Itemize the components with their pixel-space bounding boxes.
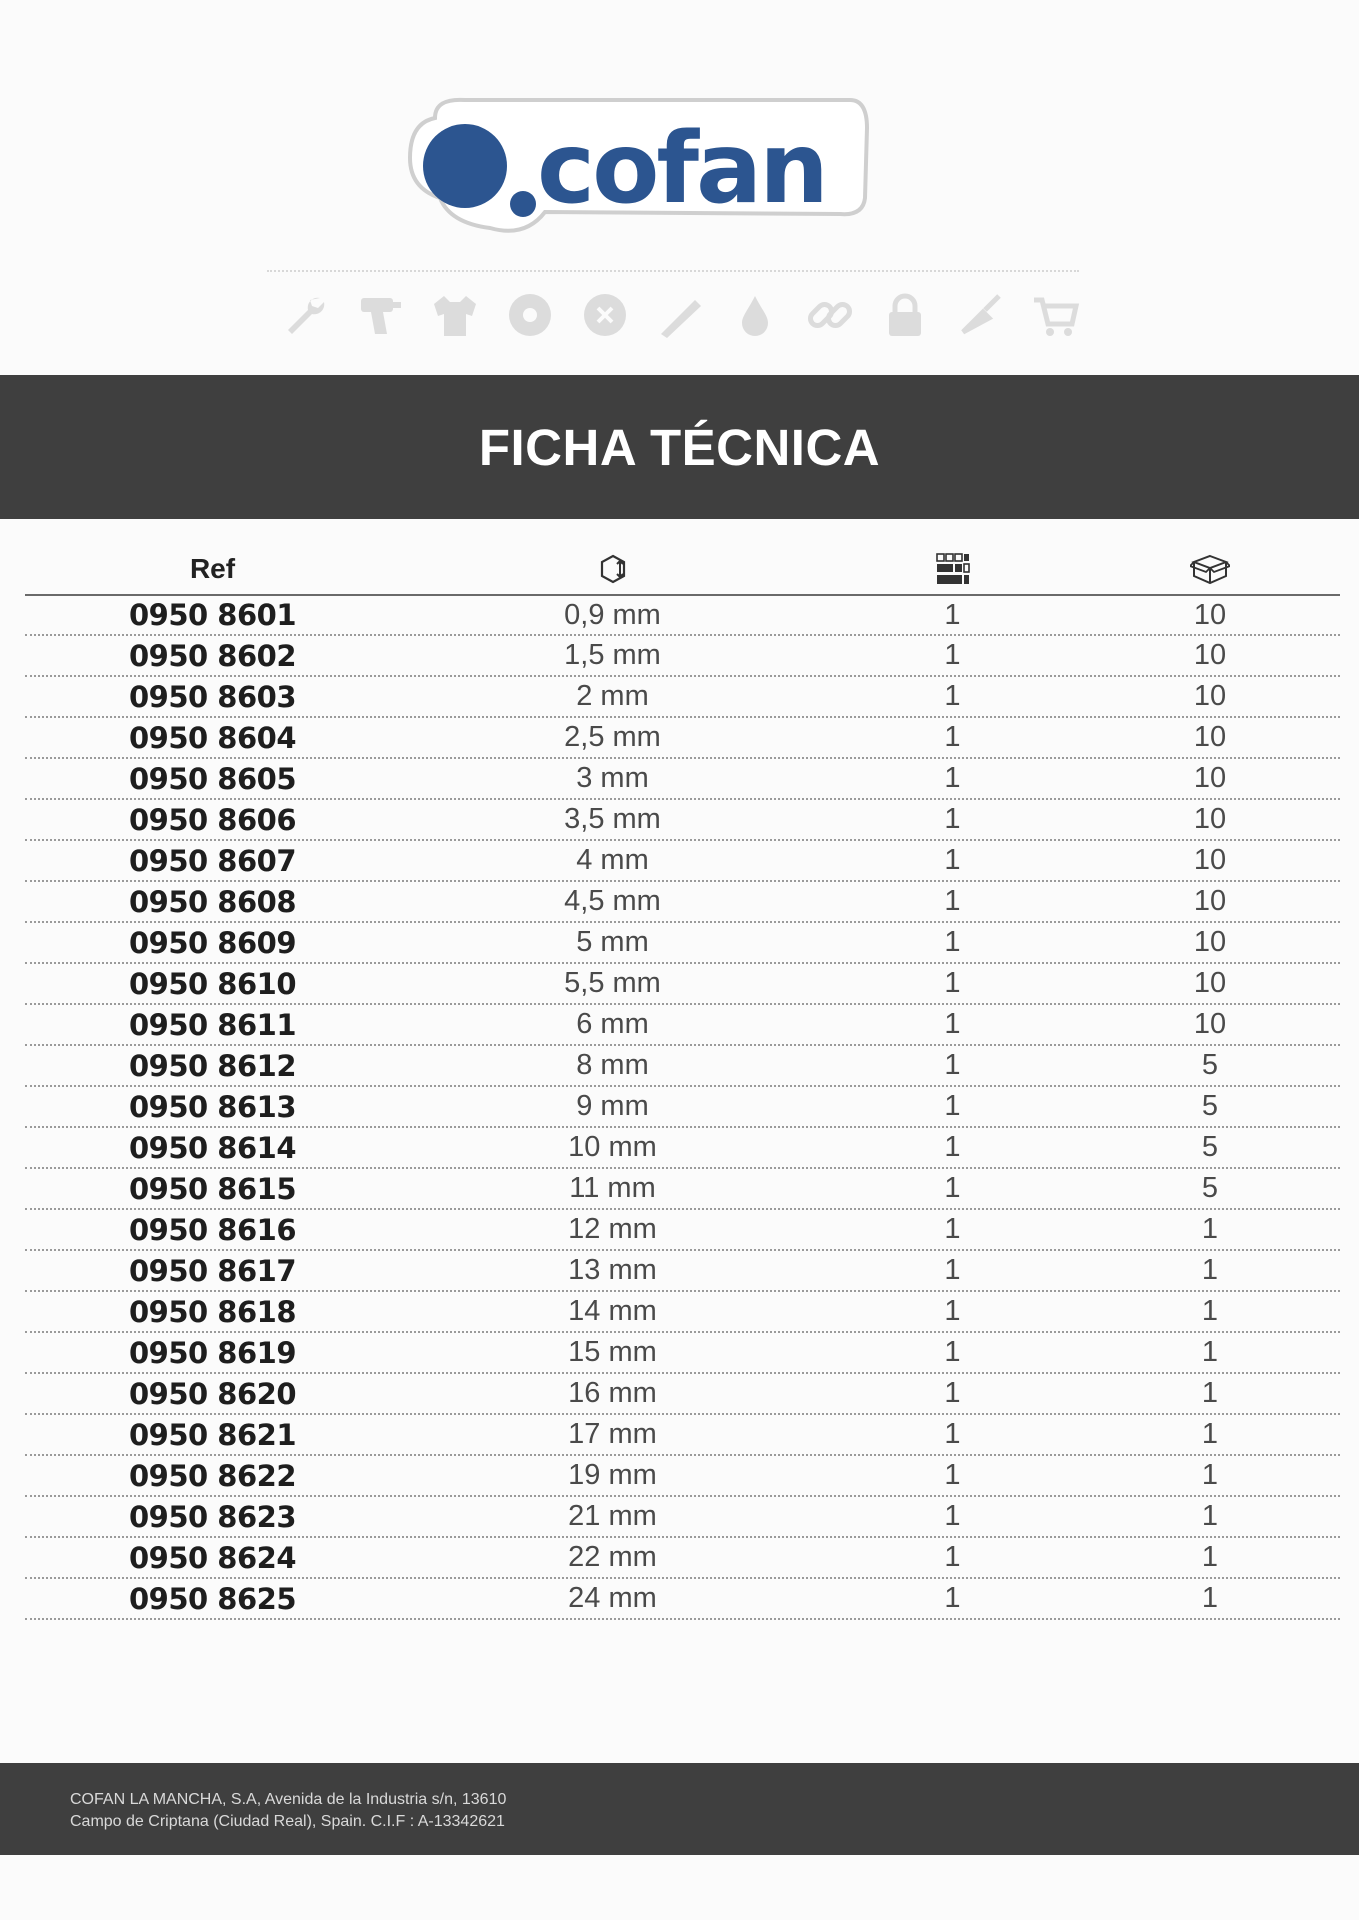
unit-cell: 1 [944,1500,961,1532]
padlock-icon [880,290,930,340]
table-row [25,1374,1340,1415]
box-qty-cell: 10 [1193,967,1227,999]
size-cell: 4,5 mm [564,885,661,917]
table-row [25,1210,1340,1251]
box-qty-cell: 10 [1193,598,1227,631]
unit-cell: 1 [944,721,961,753]
table-row [25,1497,1340,1538]
box-qty-cell: 10 [1193,721,1227,753]
unit-cell: 1 [944,1582,961,1614]
box-qty-cell: 1 [1201,1582,1219,1614]
ref-cell: 0950 8602 [128,638,297,673]
box-qty-cell: 1 [1201,1500,1219,1532]
unit-cell: 1 [944,1213,961,1245]
table-row [25,1046,1340,1087]
box-qty-cell: 10 [1193,680,1227,712]
ref-cell: 0950 8610 [128,966,297,1001]
table-row [25,636,1340,677]
table-row [25,596,1340,636]
size-cell: 14 mm [568,1295,657,1327]
ref-cell: 0950 8607 [128,843,297,878]
box-qty-cell: 10 [1193,803,1227,835]
box-qty-cell: 10 [1193,885,1227,917]
unit-cell: 1 [944,844,961,876]
box-qty-cell: 1 [1201,1295,1219,1327]
hex-size-icon [596,552,630,586]
ref-cell: 0950 8620 [128,1376,297,1411]
box-qty-cell: 1 [1201,1459,1219,1491]
unit-cell: 1 [944,803,961,835]
size-cell: 0,9 mm [564,598,661,631]
size-cell: 21 mm [568,1500,657,1532]
ref-cell: 0950 8601 [128,598,297,632]
unit-cell: 1 [944,1090,961,1122]
ref-cell: 0950 8606 [128,802,297,837]
size-cell: 4 mm [576,844,649,876]
company-address [70,1789,506,1833]
box-qty-cell: 5 [1201,1090,1219,1122]
unit-cell: 1 [944,1049,961,1081]
table-row [25,882,1340,923]
blister-pack-icon [935,552,971,586]
size-cell: 3,5 mm [564,803,661,835]
unit-cell: 1 [944,1295,961,1327]
table-row [25,1128,1340,1169]
header-divider [267,270,1079,272]
unit-cell: 1 [944,762,961,794]
chain-icon [805,290,855,340]
table-row [25,800,1340,841]
ref-cell: 0950 8611 [128,1007,297,1042]
drill-icon [355,290,405,340]
wrench-icon [280,290,330,340]
unit-cell: 1 [944,1459,961,1491]
footer [0,1763,1359,1855]
table-row [25,1415,1340,1456]
size-cell: 12 mm [568,1213,657,1245]
table-row [25,759,1340,800]
ref-cell: 0950 8614 [128,1130,297,1165]
box-qty-cell: 10 [1193,844,1227,876]
ref-cell: 0950 8615 [128,1171,297,1206]
unit-cell: 1 [944,885,961,917]
unit-cell: 1 [944,1172,961,1204]
table-row [25,1579,1340,1620]
ref-cell: 0950 8625 [128,1581,297,1616]
size-cell: 5,5 mm [564,967,661,999]
ref-cell: 0950 8619 [128,1335,297,1370]
size-cell: 8 mm [576,1049,649,1081]
ref-cell: 0950 8609 [128,925,297,960]
cart-icon [1030,290,1080,340]
table-row [25,677,1340,718]
unit-cell: 1 [944,598,961,631]
box-qty-cell: 1 [1201,1541,1219,1573]
table-row [25,1087,1340,1128]
table-row [25,1456,1340,1497]
box-qty-cell: 5 [1201,1172,1219,1204]
table-row [25,718,1340,759]
size-cell: 2,5 mm [564,721,661,753]
table-row [25,841,1340,882]
size-cell: 9 mm [576,1090,649,1122]
title-band [0,375,1359,519]
box-icon [1190,552,1230,586]
unit-cell: 1 [944,926,961,958]
table-row [25,1333,1340,1374]
size-cell: 1,5 mm [564,639,661,671]
address-line-2: Campo de Criptana (Ciudad Real), Spain. C.I.F : A-13342621 [70,1813,505,1830]
unit-cell: 1 [944,1377,961,1409]
ref-cell: 0950 8624 [128,1540,297,1575]
ref-cell: 0950 8613 [128,1089,297,1124]
box-qty-cell: 10 [1193,762,1227,794]
address-line-1: COFAN LA MANCHA, S.A, Avenida de la Industria s/n, 13610 [70,1791,507,1808]
ref-cell: 0950 8605 [128,761,297,796]
category-icons-row [280,290,1080,340]
unit-cell: 1 [944,680,961,712]
logo-wordmark: cofan [537,112,826,226]
size-cell: 19 mm [568,1459,657,1491]
table-row [25,1292,1340,1333]
cofan-logo-graphic [395,88,875,238]
size-cell: 15 mm [568,1336,657,1368]
ref-cell: 0950 8604 [128,720,297,755]
table-row [25,1169,1340,1210]
size-cell: 6 mm [576,1008,649,1040]
box-qty-cell: 10 [1193,639,1227,671]
cofan-logo [395,88,875,238]
unit-cell: 1 [944,1008,961,1040]
size-cell: 11 mm [569,1172,656,1204]
header-ref: Ref [189,553,236,584]
box-qty-cell: 5 [1201,1131,1219,1163]
size-cell: 10 mm [568,1131,657,1163]
table-row [25,1538,1340,1579]
unit-cell: 1 [944,1254,961,1286]
unit-cell: 1 [944,1418,961,1450]
unit-cell: 1 [944,1131,961,1163]
size-cell: 22 mm [568,1541,657,1573]
cut-disc-icon [580,290,630,340]
unit-cell: 1 [944,967,961,999]
table-row [25,1005,1340,1046]
size-cell: 13 mm [568,1254,657,1286]
ref-cell: 0950 8603 [128,679,297,714]
page-title: FICHA TÉCNICA [478,418,881,476]
disc-icon [505,290,555,340]
box-qty-cell: 10 [1193,926,1227,958]
ref-cell: 0950 8618 [128,1294,297,1329]
unit-cell: 1 [944,639,961,671]
size-cell: 17 mm [568,1418,657,1450]
table-body [25,596,1340,1620]
spec-table [25,544,1340,1620]
size-cell: 16 mm [568,1377,657,1409]
box-qty-cell: 5 [1201,1049,1219,1081]
table-row [25,1251,1340,1292]
saw-icon [655,290,705,340]
box-qty-cell: 1 [1201,1336,1219,1368]
box-qty-cell: 1 [1201,1213,1219,1245]
ref-cell: 0950 8623 [128,1499,297,1534]
ref-cell: 0950 8622 [128,1458,297,1493]
table-row [25,964,1340,1005]
unit-cell: 1 [944,1541,961,1573]
ref-cell: 0950 8612 [128,1048,297,1083]
box-qty-cell: 1 [1201,1377,1219,1409]
ref-cell: 0950 8617 [128,1253,297,1288]
ref-cell: 0950 8608 [128,884,297,919]
table-row [25,923,1340,964]
ref-cell: 0950 8621 [128,1417,297,1452]
size-cell: 3 mm [576,762,649,794]
size-cell: 24 mm [568,1582,657,1614]
unit-cell: 1 [944,1336,961,1368]
size-cell: 5 mm [576,926,649,958]
ref-cell: 0950 8616 [128,1212,297,1247]
drop-icon [730,290,780,340]
box-qty-cell: 1 [1201,1418,1219,1450]
workwear-icon [430,290,480,340]
table-header [25,544,1340,596]
trowel-icon [955,290,1005,340]
box-qty-cell: 1 [1201,1254,1219,1286]
box-qty-cell: 10 [1193,1008,1227,1040]
size-cell: 2 mm [576,680,649,712]
